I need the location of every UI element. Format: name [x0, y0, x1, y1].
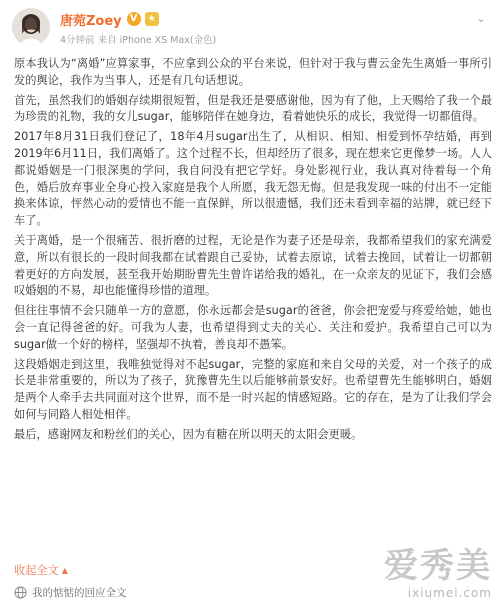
- collapse-full-text-link[interactable]: [14, 562, 68, 578]
- chevron-down-icon[interactable]: ⌄: [476, 12, 486, 25]
- username-link[interactable]: 唐菀Zoey: [60, 13, 122, 29]
- post-body: [14, 56, 492, 447]
- post-paragraph: 首先，虽然我们的婚姻存续期很短暂，但是我还是要感谢他，因为有了他，上天赐给了我一个最为珍贵的礼物，我的女儿sugar，能够陪伴在她身边，看着她快乐的成长，我觉得一切都值得。: [14, 93, 492, 124]
- post-paragraph: 关于离婚，是一个很痛苦、很折磨的过程，无论是作为妻子还是母亲，我都希望我们的家充满爱意，所以有很长的一段时间我都在试着跟自己妥协，试着去原谅，试着去挽回，试着让一切都朝着更好的方向发展，甚至我开始期盼曹先生曾许诺给我的婚礼，在一众亲友的见证下，我们会感叹婚姻的不易，却也能懂得珍惜的道理。: [14, 233, 492, 298]
- post-paragraph: 这段婚姻走到这里，我唯独觉得对不起sugar，完整的家庭和来自父母的关爱，对一个孩子的成长是非常重要的，所以为了孩子，犹豫曹先生以后能够前景安好。也希望曹先生能够明白，婚姻是两个人牵手去共同面对这个世界，而不是一时兴起的情感短路。它的存在，是为了让我们学会如何与同路人相处相伴。: [14, 357, 492, 421]
- post-meta: 4分钟前 来自 iPhone XS Max(金色): [60, 35, 217, 46]
- post-paragraph: 最后，感谢网友和粉丝们的关心，因为有糖在所以明天的太阳会更暖。: [14, 427, 363, 441]
- watermark-url: ixiumei.com: [407, 586, 492, 600]
- post-header: [0, 0, 500, 52]
- reply-link[interactable]: [14, 582, 214, 602]
- member-badge-icon: ★: [145, 12, 159, 26]
- watermark: [342, 546, 492, 604]
- verified-v-icon: V: [127, 12, 141, 26]
- name-row: [60, 10, 159, 28]
- globe-icon: [14, 586, 27, 599]
- post-paragraph: 但往往事情不会只随单一方的意愿，你永远都会是sugar的爸爸，你会把宠爱与疼爱给她，她也会一直记得爸爸的好。可我为人妻，也希望得到丈夫的关心、关注和爱护。我希望自己可以为sugar做一个好的榜样，坚强却不执着，善良却不愚笨。: [14, 304, 492, 351]
- avatar-photo-icon: [12, 8, 50, 46]
- post-paragraph: 原本我认为“离婚”应算家事，不应拿到公众的平台来说，但针对于我与曹云金先生离婚一事所引发的舆论，我作为当事人，还是有几句话想说。: [14, 57, 492, 87]
- chevron-up-icon: ▲: [61, 565, 68, 575]
- watermark-logo: 爱秀美: [384, 546, 492, 586]
- collapse-label: 收起全文: [14, 564, 59, 577]
- avatar[interactable]: [12, 8, 50, 46]
- post-paragraph: 2017年8月31日我们登记了，18年4月sugar出生了，从相识、相知、相爱到怀孕结婚，再到2019年6月11日，我们离婚了。这个过程不长，但却经历了很多，现在想来它更像梦一场。人人都说婚姻是一门很深奥的学问，我自问没有把它学好。身处影视行业，我认真对待着每一个角色，婚后放弃事业全身心投入家庭是我个人所愿，我无怨无悔。但是我发现一味的付出不一定能换来体谅，怦然心动的爱情也不能一直保鲜，所以很遗憾，我们还未看到幸福的站牌，就已经下车了。: [14, 130, 492, 228]
- reply-label: 我的惦惦的回应全文: [32, 586, 127, 599]
